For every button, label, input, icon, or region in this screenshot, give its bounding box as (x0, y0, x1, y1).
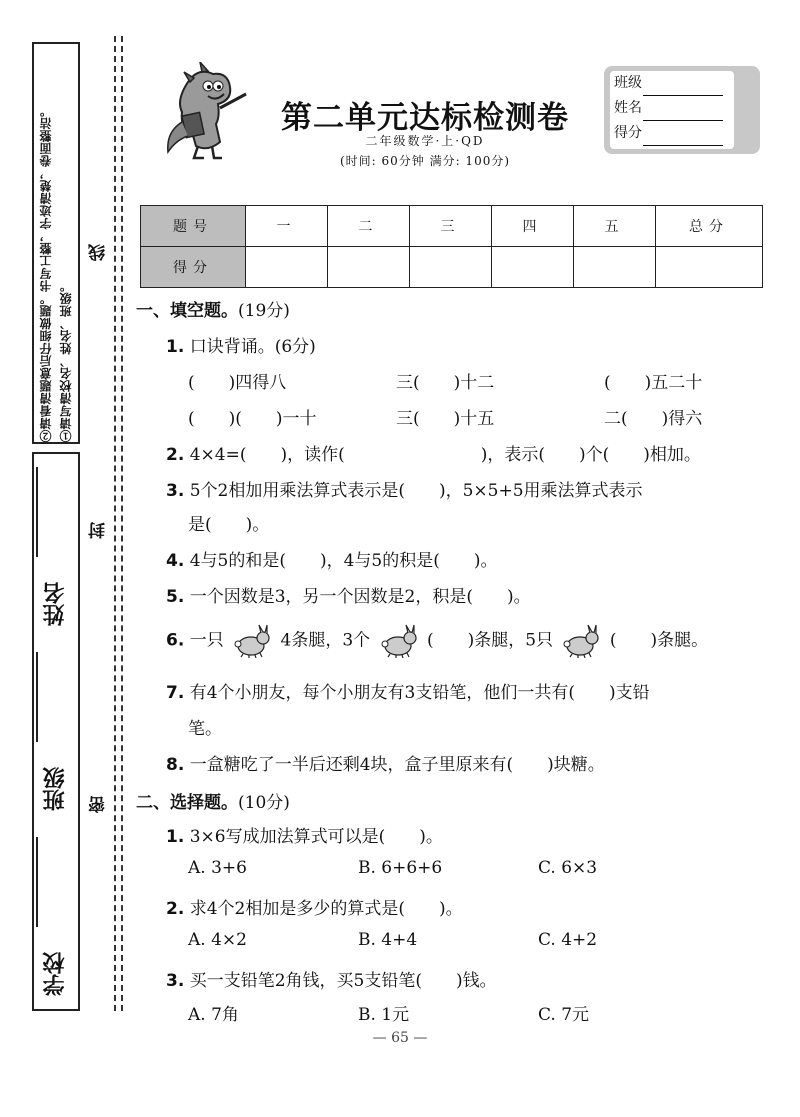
side-class-label: 班级 (43, 767, 68, 812)
page-subtitle: 二年级数学·上·QD (365, 134, 485, 148)
cut-line (114, 36, 116, 1011)
side-class-blank[interactable] (34, 652, 38, 742)
option-b[interactable]: B. 6+6+6 (358, 858, 443, 878)
cut-label-seal: 密 (86, 796, 111, 813)
section-2-title-text: 二、选择题。 (136, 793, 238, 813)
cut-label-close: 封 (86, 522, 111, 539)
question-1-5 (166, 582, 531, 607)
question-text: 5个2相加用乘法算式表示是( )，5×5+5用乘法算式表示 (189, 481, 643, 501)
question-text: 求4个2相加是多少的算式是( )。 (189, 899, 463, 919)
question-2-2 (166, 894, 463, 919)
question-1-3-cont: 是( )。 (188, 515, 270, 535)
score-cell[interactable] (410, 247, 492, 288)
question-number: 2. (166, 899, 185, 919)
exam-info: (时间: 60分钟 满分: 100分) (339, 154, 511, 168)
option-c[interactable]: C. 7元 (538, 1005, 590, 1025)
question-number: 1. (166, 827, 185, 847)
page-title: 第二单元达标检测卷 (281, 100, 569, 136)
score-table-col: 二 (328, 206, 410, 247)
notice-box (32, 42, 80, 444)
student-box (604, 66, 760, 154)
score-table (140, 205, 763, 288)
question-number: 2. (166, 445, 185, 465)
notice-line-2: ②请看清题意后仔细做题。书写工整，字迹清楚，卷面整洁。 (39, 104, 53, 442)
student-name-label: 姓名 (614, 100, 642, 116)
section-1-title (136, 296, 290, 321)
recite-item[interactable]: ( )四得八 (188, 373, 287, 393)
question-text: 买一支铅笔2角钱，买5支铅笔( )钱。 (189, 971, 497, 991)
side-name-blank[interactable] (34, 467, 38, 557)
question-number: 1. (166, 337, 185, 357)
option-c[interactable]: C. 6×3 (538, 858, 598, 878)
option-b[interactable]: B. 1元 (358, 1005, 410, 1025)
side-name-label: 姓名 (43, 582, 68, 627)
option-c[interactable]: C. 4+2 (538, 930, 598, 950)
cut-line-inner (121, 36, 123, 1011)
student-info-side-box (32, 452, 80, 1011)
section-1-title-text: 一、填空题。 (136, 301, 238, 321)
recite-item[interactable]: ( )五二十 (604, 373, 703, 393)
section-1-points: (19分) (238, 301, 290, 321)
section-2-title (136, 788, 290, 813)
student-class-blank[interactable] (643, 77, 723, 96)
question-text: 4×4=( )，读作( )，表示( )个( )相加。 (189, 445, 701, 465)
question-2-3 (166, 966, 497, 991)
question-1-2 (166, 440, 701, 465)
question-text: 一个因数是3，另一个因数是2，积是( )。 (189, 587, 531, 607)
question-1-1 (166, 332, 316, 357)
side-school-blank[interactable] (34, 837, 38, 927)
question-1-8 (166, 750, 605, 775)
option-a[interactable]: A. 4×2 (188, 930, 247, 950)
question-1-3 (166, 476, 643, 501)
question-1-6 (166, 624, 708, 658)
student-score-blank[interactable] (643, 127, 723, 146)
notice-line-1: ①请写清校名、姓名、班级。 (59, 279, 73, 442)
score-table-score-row (141, 247, 763, 288)
student-score-label: 得分 (614, 125, 642, 141)
score-table-col: 五 (574, 206, 656, 247)
question-text: 3×6写成加法算式可以是( )。 (189, 827, 443, 847)
score-table-score-label: 得分 (141, 247, 246, 288)
question-1-4 (166, 546, 498, 571)
student-name-blank[interactable] (643, 102, 723, 121)
score-table-header-row (141, 206, 763, 247)
student-score-row (614, 121, 734, 146)
option-b[interactable]: B. 4+4 (358, 930, 418, 950)
option-a[interactable]: A. 7角 (188, 1005, 239, 1025)
page-number: — 65 — (372, 1030, 428, 1046)
score-table-col: 三 (410, 206, 492, 247)
question-text: 4与5的和是( )，4与5的积是( )。 (189, 551, 498, 571)
question-text: 口诀背诵。(6分) (189, 337, 316, 357)
side-school-label: 学校 (43, 952, 68, 997)
recite-item[interactable]: 三( )十二 (396, 373, 495, 393)
question-number: 6. (166, 630, 185, 651)
score-table-header-label: 题号 (141, 206, 246, 247)
question-number: 4. (166, 551, 185, 571)
recite-item[interactable]: ( )( )一十 (188, 409, 317, 429)
recite-item[interactable]: 二( )得六 (604, 409, 703, 429)
question-1-7-cont: 笔。 (188, 719, 222, 739)
student-name-row (614, 96, 734, 121)
student-info-side (34, 454, 78, 1009)
score-cell[interactable] (492, 247, 574, 288)
cut-label-line: 线 (86, 244, 111, 261)
question-number: 7. (166, 683, 185, 703)
question-1-7 (166, 678, 650, 703)
rabbit-icon (229, 624, 275, 658)
student-class-row (614, 71, 734, 96)
question-text: 4条腿，3个 (280, 630, 371, 651)
section-2-points: (10分) (238, 793, 290, 813)
rabbit-icon (376, 624, 422, 658)
question-text: 一盒糖吃了一半后还剩4块，盒子里原来有( )块糖。 (189, 755, 605, 775)
score-table-col-total: 总分 (656, 206, 763, 247)
question-number: 3. (166, 481, 185, 501)
score-table-col: 四 (492, 206, 574, 247)
question-number: 8. (166, 755, 185, 775)
question-number: 5. (166, 587, 185, 607)
score-cell[interactable] (328, 247, 410, 288)
student-box-inner (610, 71, 734, 149)
question-text: ( )条腿，5只 (426, 630, 554, 651)
rabbit-icon (558, 624, 604, 658)
score-cell[interactable] (656, 247, 763, 288)
question-text: 一只 (189, 630, 224, 651)
question-text: ( )条腿。 (609, 630, 709, 651)
question-number: 3. (166, 971, 185, 991)
dinosaur-mascot-icon (158, 62, 250, 162)
question-2-1 (166, 822, 443, 847)
score-cell[interactable] (246, 247, 328, 288)
score-table-col: 一 (246, 206, 328, 247)
question-text: 有4个小朋友，每个小朋友有3支铅笔，他们一共有( )支铅 (189, 683, 650, 703)
score-cell[interactable] (574, 247, 656, 288)
student-class-label: 班级 (614, 75, 642, 91)
option-a[interactable]: A. 3+6 (188, 858, 247, 878)
recite-item[interactable]: 三( )十五 (396, 409, 495, 429)
